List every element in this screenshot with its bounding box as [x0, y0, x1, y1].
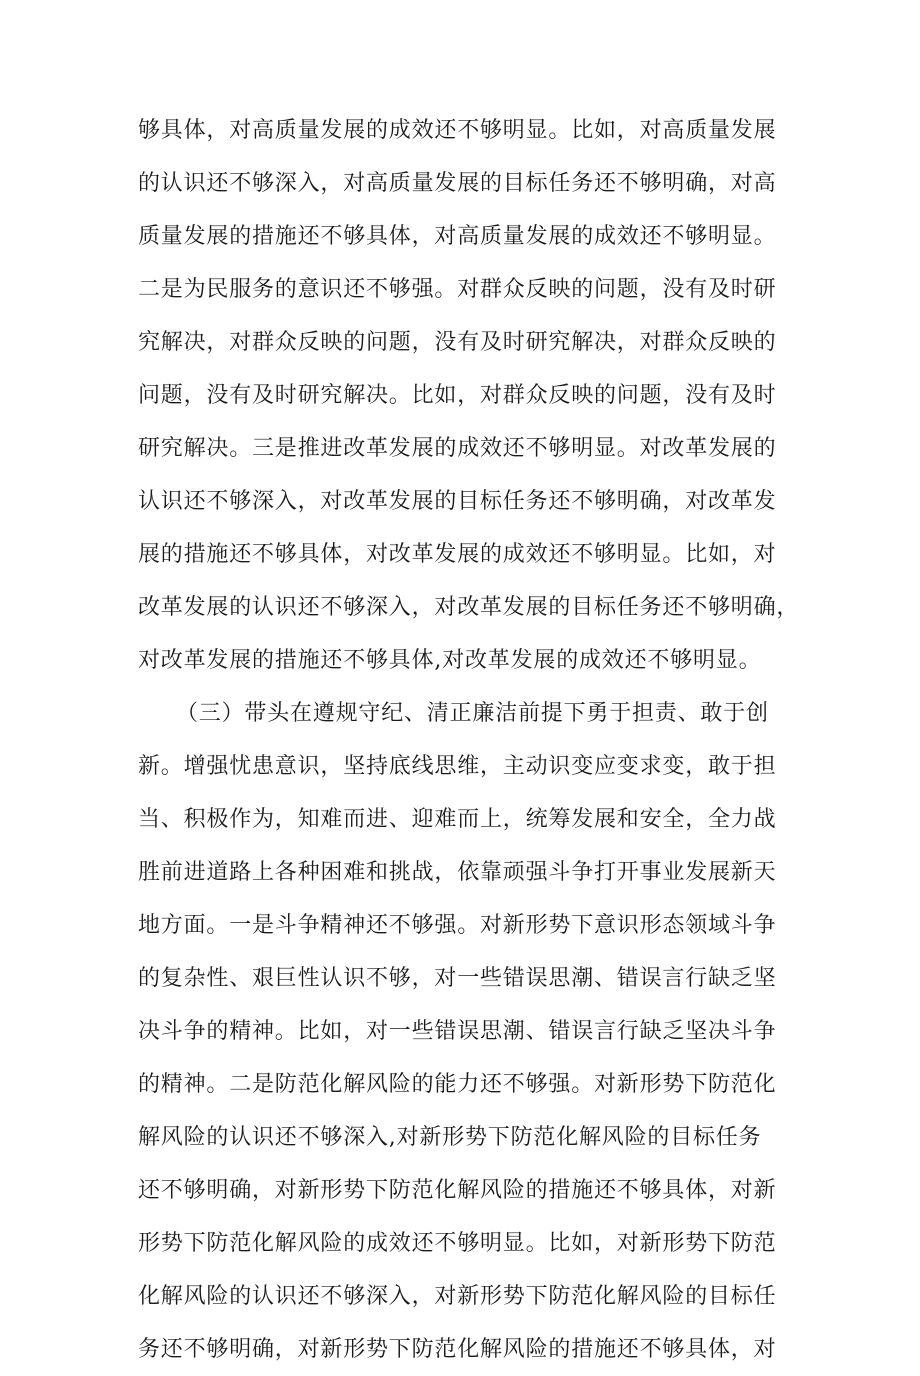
text-line: 解风险的认识还不够深入,对新形势下防范化解风险的目标任务 — [138, 1125, 762, 1150]
text-line: 够具体，对高质量发展的成效还不够明显。比如，对高质量发展 — [138, 118, 777, 143]
text-line: 形势下防范化解风险的成效还不够明显。比如，对新形势下防范 — [138, 1231, 777, 1256]
text-line: 胜前进道路上各种困难和挑战，依靠顽强斗争打开事业发展新天 — [138, 860, 777, 885]
text-line: 地方面。一是斗争精神还不够强。对新形势下意识形态领域斗争 — [138, 913, 777, 938]
section-heading-line: （三）带头在遵规守纪、清正廉洁前提下勇于担责、敢于创 — [176, 701, 769, 726]
text-line: 决斗争的精神。比如，对一些错误思潮、错误言行缺乏坚决斗争 — [138, 1019, 777, 1044]
text-line: 还不够明确，对新形势下防范化解风险的措施还不够具体，对新 — [138, 1178, 777, 1203]
text-line: 研究解决。三是推进改革发展的成效还不够明显。对改革发展的 — [138, 436, 777, 461]
text-line: 务还不够明确，对新形势下防范化解风险的措施还不够具体，对 — [138, 1337, 777, 1362]
text-line: 新。增强忧患意识，坚持底线思维，主动识变应变求变，敢于担 — [138, 754, 777, 779]
text-line: 二是为民服务的意识还不够强。对群众反映的问题，没有及时研 — [138, 277, 777, 302]
body-text — [138, 104, 800, 1376]
text-line: 当、积极作为，知难而进、迎难而上，统筹发展和安全，全力战 — [138, 807, 777, 832]
text-line: 的复杂性、艰巨性认识不够，对一些错误思潮、错误言行缺乏坚 — [138, 966, 777, 991]
text-line: 的精神。二是防范化解风险的能力还不够强。对新形势下防范化 — [138, 1072, 777, 1097]
text-line: 究解决，对群众反映的问题，没有及时研究解决，对群众反映的 — [138, 330, 777, 355]
text-line: 对改革发展的措施还不够具体,对改革发展的成效还不够明显。 — [138, 648, 762, 673]
text-line: 展的措施还不够具体，对改革发展的成效还不够明显。比如，对 — [138, 542, 777, 567]
text-line: 改革发展的认识还不够深入，对改革发展的目标任务还不够明确， — [138, 595, 800, 620]
text-line: 的认识还不够深入，对高质量发展的目标任务还不够明确，对高 — [138, 171, 777, 196]
text-line: 质量发展的措施还不够具体，对高质量发展的成效还不够明显。 — [138, 224, 777, 249]
text-line: 化解风险的认识还不够深入，对新形势下防范化解风险的目标任 — [138, 1284, 777, 1309]
text-line: 认识还不够深入，对改革发展的目标任务还不够明确，对改革发 — [138, 489, 777, 514]
text-line: 问题，没有及时研究解决。比如，对群众反映的问题，没有及时 — [138, 383, 777, 408]
